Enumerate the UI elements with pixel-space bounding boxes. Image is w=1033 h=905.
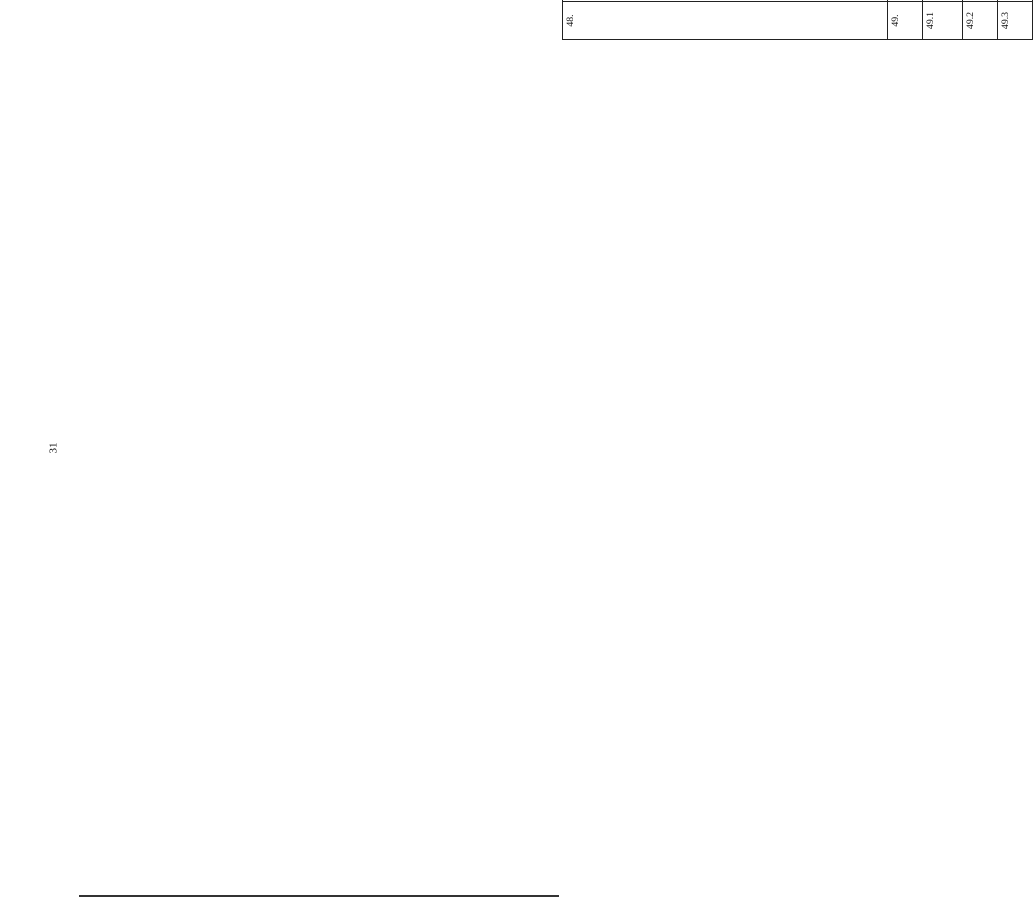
table-row [963,0,998,40]
row-number: 49.3 [998,2,1033,40]
row-number: 49.1 [923,2,963,40]
question-cell [888,0,923,2]
table-row [888,0,923,40]
table-row [563,0,888,40]
row-number: 49. [888,2,923,40]
scan-edge-line [79,895,559,897]
question-cell [998,0,1033,2]
checklist-table [562,0,1033,40]
row-number: 49.2 [963,2,998,40]
table-row [923,0,963,40]
page-number: 31 [47,442,60,454]
question-cell [963,0,998,2]
question-cell [563,0,888,2]
table-row [998,0,1033,40]
question-cell [923,0,963,2]
checklist-table-rotated [562,0,1032,40]
row-number: 48. [563,2,888,40]
